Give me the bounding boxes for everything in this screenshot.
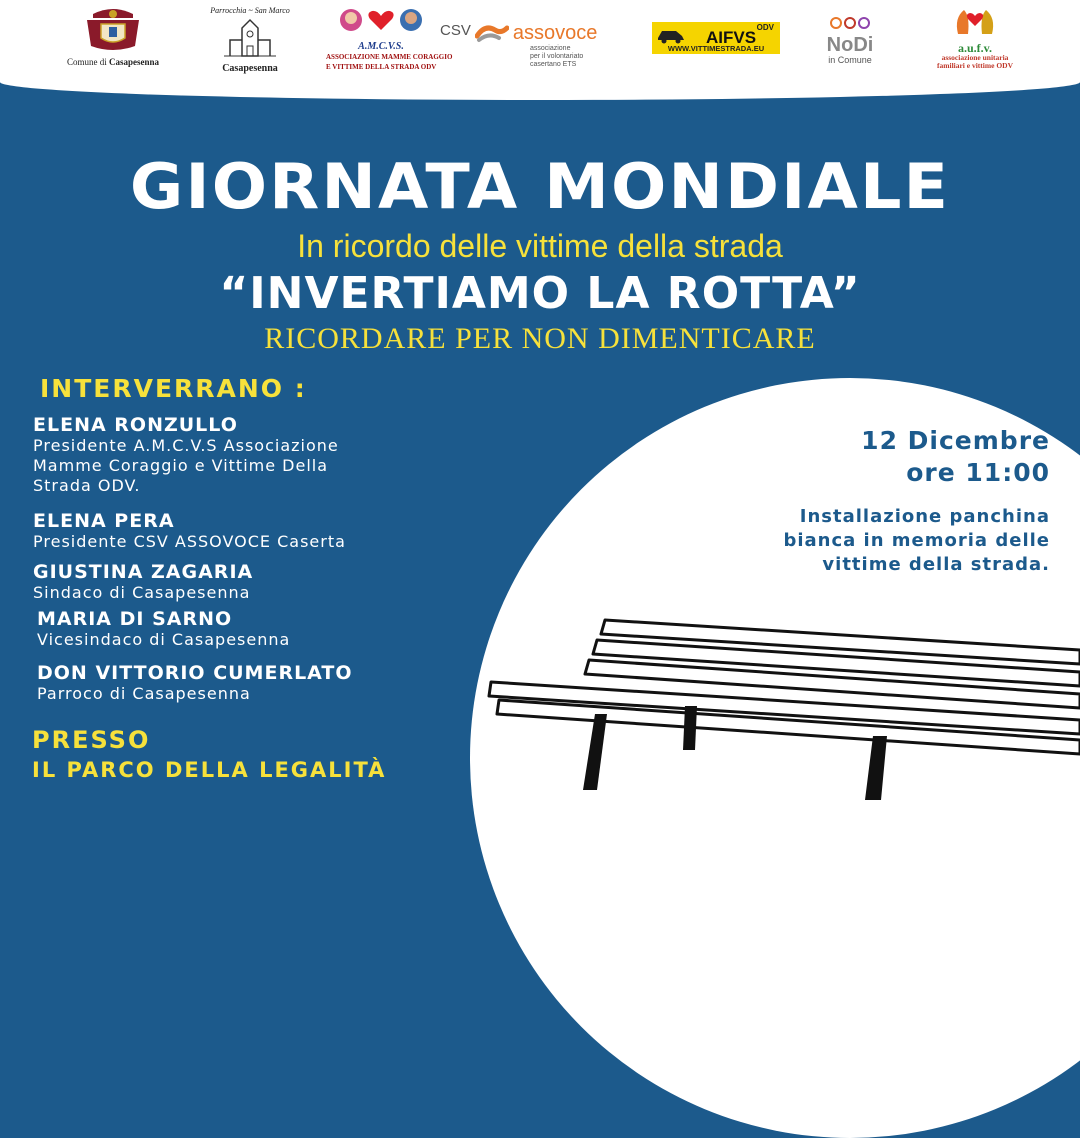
page-subtitle: In ricordo delle vittime della strada — [297, 228, 783, 264]
logo-nodi-name: NoDi — [826, 34, 874, 56]
speaker-role: Presidente CSV ASSOVOCE Caserta — [33, 532, 346, 551]
logo-amcvs-line1: ASSOCIAZIONE MAMME CORAGGIO — [326, 53, 453, 61]
logo-aufv-line2: familiari e vittime ODV — [936, 61, 1014, 70]
speaker-name: GIUSTINA ZAGARIA — [33, 561, 254, 583]
church-icon — [220, 16, 280, 58]
speaker-role: Mamme Coraggio e Vittime Della — [33, 456, 329, 475]
logo-csv-assovoce — [440, 22, 635, 69]
event-description — [630, 505, 1050, 577]
speaker-name: DON VITTORIO CUMERLATO — [37, 662, 353, 684]
event-desc-line: bianca in memoria delle — [783, 530, 1050, 551]
speakers-heading: INTERVERRANO : — [40, 374, 307, 403]
logo-aufv-name: a.u.f.v. — [957, 41, 992, 55]
speaker-name: ELENA RONZULLO — [33, 414, 238, 436]
logo-amcvs — [326, 6, 453, 72]
event-slogan: “INVERTIAMO LA ROTTA” — [219, 268, 861, 319]
logo-comune-prefix: Comune di Casapesenna — [66, 57, 159, 67]
speaker-role: Sindaco di Casapesenna — [33, 583, 251, 602]
handshake-icon — [475, 22, 509, 44]
logo-comune — [48, 6, 178, 67]
logos-header — [0, 0, 1080, 100]
speaker-name: MARIA DI SARNO — [37, 608, 233, 630]
people-icon — [828, 16, 872, 30]
speaker-item — [37, 662, 353, 704]
logo-aifvs-url: WWW.VITTIMESTRADA.EU — [667, 44, 765, 53]
logo-parrocchia-name: Casapesenna — [222, 63, 278, 74]
logo-aifvs-name: AIFVS — [706, 28, 757, 47]
coat-of-arms-icon — [83, 6, 143, 52]
logo-amcvs-line2: E VITTIME DELLA STRADA ODV — [326, 63, 437, 71]
logo-amcvs-title: A.M.C.V.S. — [358, 41, 404, 52]
logo-aufv-line1: associazione unitaria — [941, 53, 1009, 62]
logo-csv-prefix: CSV — [440, 22, 471, 39]
logo-nodi-sub: in Comune — [828, 55, 872, 65]
speaker-role: Parroco di Casapesenna — [37, 684, 251, 703]
speaker-role: Presidente A.M.C.V.S Associazione — [33, 436, 339, 455]
event-desc-line: vittime della strada. — [822, 554, 1050, 575]
event-time: ore 11:00 — [906, 458, 1050, 487]
speaker-name: ELENA PERA — [33, 510, 175, 532]
page-title: GIORNATA MONDIALE — [129, 150, 951, 223]
location-place: IL PARCO DELLA LEGALITÀ — [32, 758, 387, 782]
event-desc-line: Installazione panchina — [799, 506, 1050, 527]
logo-nodi — [810, 16, 890, 65]
car-icon — [656, 26, 686, 44]
event-date: 12 Dicembre — [861, 426, 1050, 455]
speaker-role: Strada ODV. — [33, 476, 141, 495]
speaker-role: Vicesindaco di Casapesenna — [37, 630, 291, 649]
logo-aufv — [910, 4, 1040, 70]
bench-icon — [485, 610, 1080, 800]
event-motto: RICORDARE PER NON DIMENTICARE — [264, 322, 816, 355]
logo-csv-desc2: per il volontariato — [530, 53, 584, 60]
hands-icon — [950, 4, 1000, 38]
location-label: PRESSO — [32, 726, 151, 754]
logo-csv-desc1: associazione — [530, 45, 571, 52]
logo-csv-name: assovoce — [512, 22, 598, 44]
logo-csv-desc3: casertano ETS — [530, 61, 577, 68]
heart-icon — [331, 6, 431, 36]
logo-aifvs-badge: ODV — [756, 23, 774, 32]
logo-csv-desc — [530, 45, 635, 69]
speaker-item — [37, 608, 290, 650]
speaker-item — [33, 510, 346, 552]
speaker-item — [33, 414, 339, 496]
speaker-item — [33, 561, 253, 603]
logo-aifvs — [652, 22, 780, 54]
logo-parrocchia-top: Parrocchia ~ San Marco — [210, 6, 290, 15]
logo-parrocchia — [195, 6, 305, 74]
